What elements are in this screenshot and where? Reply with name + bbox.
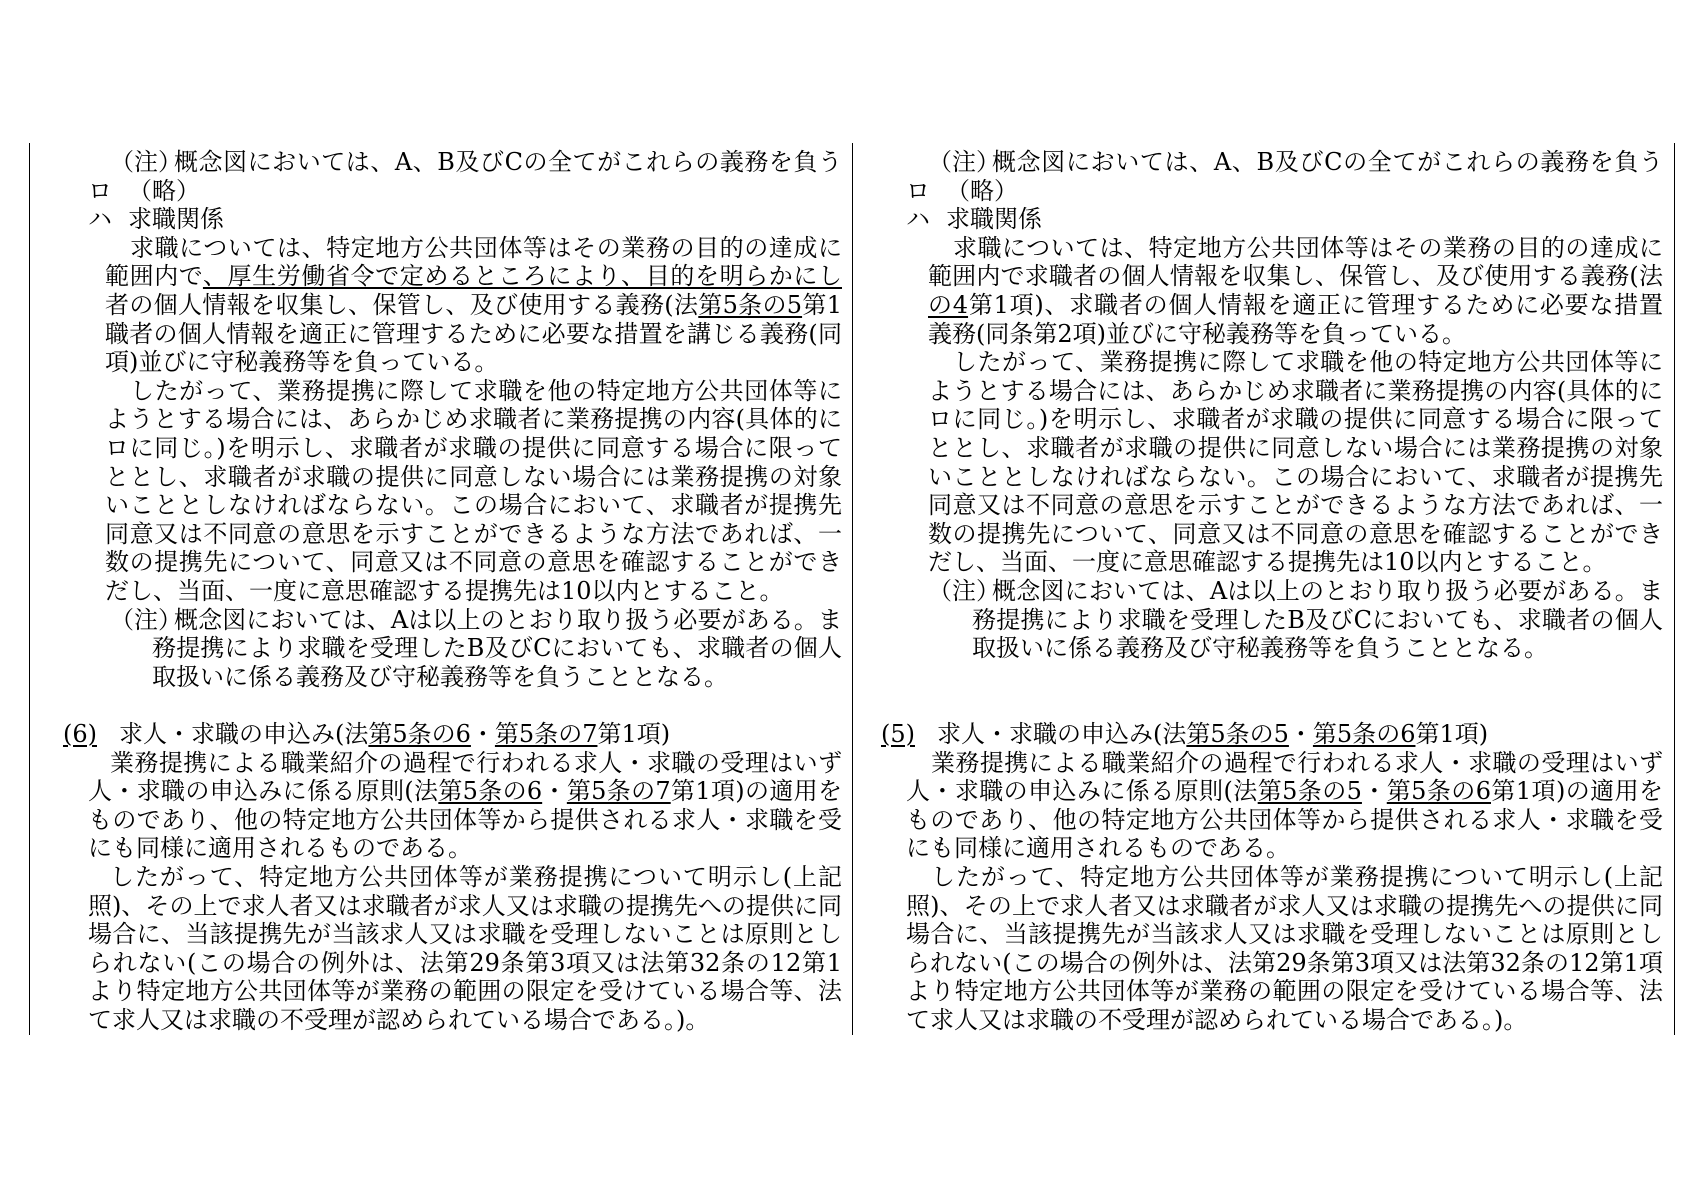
text-segment: 概念図においては、A、B及びCの全てがこれらの義務を負う xyxy=(174,148,842,176)
left-border-rule xyxy=(29,143,30,1035)
text-line xyxy=(105,577,842,606)
text-line xyxy=(928,463,1663,492)
text-line xyxy=(105,262,842,291)
text-segment: したがって、業務提携に際して求職を他の特定地方公共団体等に xyxy=(130,376,842,405)
text-line xyxy=(88,806,842,835)
text-line xyxy=(88,777,842,806)
text-segment: 同意又は不同意の意思を示すことができるような方法であれば、一 xyxy=(105,519,842,548)
text-segment: 同意又は不同意の意思を示すことができるような方法であれば、一 xyxy=(928,491,1663,520)
line-text xyxy=(931,863,1663,892)
section-heading xyxy=(63,720,842,749)
text-segment: 人・求職の申込みに係る原則(法 xyxy=(88,777,439,806)
line-text xyxy=(105,463,842,492)
text-segment: 求人・求職の申込み(法 xyxy=(119,720,369,748)
line-text xyxy=(906,892,1663,921)
text-line xyxy=(906,806,1663,835)
text-line xyxy=(906,777,1663,806)
text-line xyxy=(928,491,1663,520)
text-line xyxy=(105,434,842,463)
text-segment: ・ xyxy=(1288,720,1313,748)
text-line xyxy=(906,977,1663,1006)
line-text xyxy=(105,520,842,549)
line-text xyxy=(105,348,842,377)
text-segment: したがって、業務提携に際して求職を他の特定地方公共団体等に xyxy=(953,348,1663,377)
line-text xyxy=(128,177,842,206)
underlined-amendment: 第5条の7 xyxy=(494,720,598,748)
underlined-amendment: 第5条の6 xyxy=(438,777,543,806)
text-segment: て求人又は求職の不受理が認められている場合である。)。 xyxy=(88,1006,710,1034)
underlined-amendment: 第5条の5 xyxy=(1257,777,1362,806)
text-segment: 義務(同条第2項)並びに守秘義務等を負っている。 xyxy=(928,319,1466,348)
text-line xyxy=(110,749,842,778)
line-text xyxy=(110,749,842,778)
text-segment: 照)、その上で求人者又は求職者が求人又は求職の提携先への提供に同 xyxy=(906,891,1663,920)
text-segment: 務提携により求職を受理したB及びCにおいても、求職者の個人 xyxy=(972,605,1663,634)
line-text xyxy=(946,205,1663,234)
line-text xyxy=(88,949,842,978)
text-segment: にも同様に適用されるものである。 xyxy=(906,834,1290,863)
text-line xyxy=(105,491,842,520)
text-segment: ものであり、他の特定地方公共団体等から提供される求人・求職を受 xyxy=(906,805,1663,834)
text-segment: 人・求職の申込みに係る原則(法 xyxy=(906,777,1258,806)
text-line xyxy=(928,520,1663,549)
line-marker: （注） xyxy=(928,577,1000,605)
text-segment: 第1項) xyxy=(597,720,671,748)
line-text xyxy=(88,977,842,1006)
text-line xyxy=(928,405,1663,434)
line-text xyxy=(992,148,1663,177)
text-segment: 業務提携による職業紹介の過程で行われる求人・求職の受理はいず xyxy=(110,748,842,777)
text-segment: 概念図においては、A、B及びCの全てがこれらの義務を負う xyxy=(992,148,1663,176)
list-item-heading xyxy=(906,205,1663,234)
text-line xyxy=(928,320,1663,349)
text-segment: ・ xyxy=(1361,777,1387,806)
text-segment: 取扱いに係る義務及び守秘義務等を負うこととなる。 xyxy=(972,634,1548,663)
underlined-amendment: 第5条の5 xyxy=(698,291,803,319)
text-segment: 求職については、特定地方公共団体等はその業務の目的の達成に xyxy=(953,233,1663,262)
text-line xyxy=(130,377,842,406)
section-heading xyxy=(881,720,1663,749)
line-text xyxy=(928,463,1663,492)
text-segment: 求職関係 xyxy=(128,205,224,234)
text-segment: したがって、特定地方公共団体等が業務提携について明示し(上記 xyxy=(931,863,1663,891)
underlined-amendment: 第5条の7 xyxy=(566,777,671,806)
line-text xyxy=(928,520,1663,549)
line-text xyxy=(906,806,1663,835)
line-text xyxy=(105,291,842,320)
text-line xyxy=(931,863,1663,892)
text-line xyxy=(105,548,842,577)
line-text xyxy=(110,863,842,892)
line-text xyxy=(928,262,1663,291)
line-marker: (6) xyxy=(63,720,97,748)
line-marker: ロ xyxy=(906,176,930,205)
line-marker: （注） xyxy=(928,148,1000,176)
list-item-heading xyxy=(88,177,842,206)
underlined-amendment: 第5条の6 xyxy=(1312,720,1416,748)
note-line xyxy=(972,634,1663,663)
text-segment: 第1 xyxy=(802,291,842,319)
note-line xyxy=(972,606,1663,635)
line-text xyxy=(105,577,842,606)
note-line xyxy=(928,148,1663,177)
line-text xyxy=(105,491,842,520)
line-text xyxy=(105,405,842,434)
text-segment: ・ xyxy=(542,777,567,806)
line-text xyxy=(105,434,842,463)
underlined-amendment: 第5条の6 xyxy=(368,720,471,748)
text-line xyxy=(105,463,842,492)
text-segment: 第1項)、求職者の個人情報を適正に管理するために必要な措置 xyxy=(968,291,1663,319)
line-text xyxy=(972,634,1663,663)
text-segment: 範囲内で xyxy=(105,262,203,291)
text-line xyxy=(105,405,842,434)
text-segment: 場合に、当該提携先が当該求人又は求職を受理しないことは原則とし xyxy=(88,920,842,949)
line-text xyxy=(953,348,1663,377)
text-segment: ととし、求職者が求職の提供に同意しない場合には業務提携の対象 xyxy=(928,434,1663,462)
line-marker: （注） xyxy=(110,605,182,634)
line-text xyxy=(928,291,1663,320)
line-marker: ハ xyxy=(88,205,112,234)
line-text xyxy=(174,606,842,635)
line-text xyxy=(152,634,842,663)
line-text xyxy=(906,777,1663,806)
line-text xyxy=(88,777,842,806)
line-text xyxy=(105,320,842,349)
text-line xyxy=(105,348,842,377)
text-segment: ・ xyxy=(470,720,495,748)
text-segment: 照)、その上で求人者又は求職者が求人又は求職の提携先への提供に同 xyxy=(88,891,842,920)
text-segment: ロに同じ。)を明示し、求職者が求職の提供に同意する場合に限って xyxy=(105,434,842,462)
line-text xyxy=(906,977,1663,1006)
text-segment: 求職関係 xyxy=(946,205,1042,234)
note-line xyxy=(152,663,842,692)
text-line xyxy=(906,834,1663,863)
line-text xyxy=(906,1006,1663,1035)
underlined-amendment: 、厚生労働省令で定めるところにより、目的を明らかにし xyxy=(202,262,842,291)
underlined-amendment: 第5条の6 xyxy=(1386,777,1491,806)
text-segment: だし、当面、一度に意思確認する提携先は10以内とすること。 xyxy=(928,548,1607,577)
line-text xyxy=(906,920,1663,949)
text-line xyxy=(906,1006,1663,1035)
text-line xyxy=(105,520,842,549)
text-segment: いこととしなければならない。この場合において、求職者が提携先 xyxy=(105,491,842,520)
text-segment: 項)並びに守秘義務等を負っている。 xyxy=(105,348,499,377)
line-text xyxy=(953,234,1663,263)
note-line xyxy=(110,148,842,177)
line-text xyxy=(105,548,842,577)
line-text xyxy=(88,892,842,921)
text-line xyxy=(88,1006,842,1035)
text-segment: 数の提携先について、同意又は不同意の意思を確認することができ xyxy=(105,548,842,577)
line-text xyxy=(928,434,1663,463)
line-text xyxy=(128,205,842,234)
line-text xyxy=(130,234,842,263)
line-text xyxy=(906,949,1663,978)
line-text xyxy=(130,377,842,406)
text-line xyxy=(88,949,842,978)
text-line xyxy=(928,434,1663,463)
text-line xyxy=(105,291,842,320)
right-border-rule xyxy=(1674,143,1675,1035)
line-text xyxy=(152,663,842,692)
text-segment: 第1項)の適用を xyxy=(1491,777,1663,806)
text-line xyxy=(130,234,842,263)
text-segment: 概念図においては、Aは以上のとおり取り扱う必要がある。ま xyxy=(174,605,842,634)
line-text xyxy=(119,720,842,749)
text-line xyxy=(88,920,842,949)
line-text xyxy=(88,920,842,949)
line-marker: (5) xyxy=(881,720,915,748)
text-segment: 第1項)の適用を xyxy=(670,777,842,806)
text-segment: ものであり、他の特定地方公共団体等から提供される求人・求職を受 xyxy=(88,805,842,834)
list-item-heading xyxy=(88,205,842,234)
text-segment: ようとする場合には、あらかじめ求職者に業務提携の内容(具体的に xyxy=(105,405,842,434)
line-text xyxy=(937,720,1663,749)
text-segment: 求人・求職の申込み(法 xyxy=(937,720,1187,748)
line-text xyxy=(906,834,1663,863)
text-segment: 職者の個人情報を適正に管理するために必要な措置を講じる義務(同 xyxy=(105,319,842,348)
note-line xyxy=(928,577,1663,606)
line-text xyxy=(88,834,842,863)
text-line xyxy=(906,920,1663,949)
line-text xyxy=(928,548,1663,577)
text-segment: ようとする場合には、あらかじめ求職者に業務提携の内容(具体的に xyxy=(928,376,1663,405)
text-segment: 数の提携先について、同意又は不同意の意思を確認することができ xyxy=(928,519,1663,548)
text-line xyxy=(928,262,1663,291)
text-segment: 範囲内で求職者の個人情報を収集し、保管し、及び使用する義務(法 xyxy=(928,262,1663,291)
line-text xyxy=(972,606,1663,635)
text-segment: したがって、特定地方公共団体等が業務提携について明示し(上記 xyxy=(110,863,842,891)
line-text xyxy=(928,405,1663,434)
text-line xyxy=(928,291,1663,320)
text-segment: より特定地方公共団体等が業務の範囲の限定を受けている場合等、法 xyxy=(906,977,1663,1006)
text-segment: （略） xyxy=(128,176,200,205)
text-segment: 者の個人情報を収集し、保管し、及び使用する義務(法 xyxy=(105,291,699,319)
text-segment: 第1項) xyxy=(1415,720,1489,748)
text-line xyxy=(110,863,842,892)
line-text xyxy=(928,320,1663,349)
text-line xyxy=(953,234,1663,263)
line-marker: （注） xyxy=(110,148,182,176)
text-segment: 業務提携による職業紹介の過程で行われる求人・求職の受理はいず xyxy=(931,748,1663,777)
list-item-heading xyxy=(906,177,1663,206)
text-segment: ととし、求職者が求職の提供に同意しない場合には業務提携の対象 xyxy=(105,462,842,491)
text-segment: 務提携により求職を受理したB及びCにおいても、求職者の個人 xyxy=(152,634,842,663)
text-segment: （略） xyxy=(946,176,1018,205)
line-text xyxy=(105,262,842,291)
note-line xyxy=(152,634,842,663)
text-line xyxy=(88,977,842,1006)
line-text xyxy=(928,491,1663,520)
text-segment: にも同様に適用されるものである。 xyxy=(88,834,472,863)
text-segment: られない(この場合の例外は、法第29条第3項又は法第32条の12第1項 xyxy=(906,948,1663,977)
text-segment: ロに同じ。)を明示し、求職者が求職の提供に同意する場合に限って xyxy=(928,405,1663,434)
text-segment: 取扱いに係る義務及び守秘義務等を負うこととなる。 xyxy=(152,662,728,691)
underlined-amendment: 第5条の5 xyxy=(1186,720,1289,748)
text-line xyxy=(906,892,1663,921)
line-text xyxy=(992,577,1663,606)
text-segment: 概念図においては、Aは以上のとおり取り扱う必要がある。ま xyxy=(992,577,1663,605)
text-line xyxy=(906,949,1663,978)
text-line xyxy=(953,348,1663,377)
line-text xyxy=(928,377,1663,406)
line-text xyxy=(88,1006,842,1035)
line-text xyxy=(931,749,1663,778)
text-line xyxy=(88,834,842,863)
text-line xyxy=(88,892,842,921)
line-marker: ロ xyxy=(88,176,112,205)
text-line xyxy=(931,749,1663,778)
line-text xyxy=(88,806,842,835)
text-segment: 場合に、当該提携先が当該求人又は求職を受理しないことは原則とし xyxy=(906,920,1663,949)
text-line xyxy=(928,377,1663,406)
text-line xyxy=(928,548,1663,577)
center-divider-rule xyxy=(852,143,853,1035)
line-marker: ハ xyxy=(906,205,930,234)
text-segment: いこととしなければならない。この場合において、求職者が提携先 xyxy=(928,462,1663,491)
text-line xyxy=(105,320,842,349)
line-text xyxy=(174,148,842,177)
text-segment: だし、当面、一度に意思確認する提携先は10以内とすること。 xyxy=(105,577,784,605)
text-segment: て求人又は求職の不受理が認められている場合である。)。 xyxy=(906,1006,1528,1034)
text-segment: より特定地方公共団体等が業務の範囲の限定を受けている場合等、法 xyxy=(88,977,842,1006)
line-text xyxy=(946,177,1663,206)
text-segment: られない(この場合の例外は、法第29条第3項又は法第32条の12第1 xyxy=(88,948,842,977)
underlined-amendment: の4 xyxy=(928,291,969,319)
note-line xyxy=(110,606,842,635)
text-segment: 求職については、特定地方公共団体等はその業務の目的の達成に xyxy=(130,233,842,262)
